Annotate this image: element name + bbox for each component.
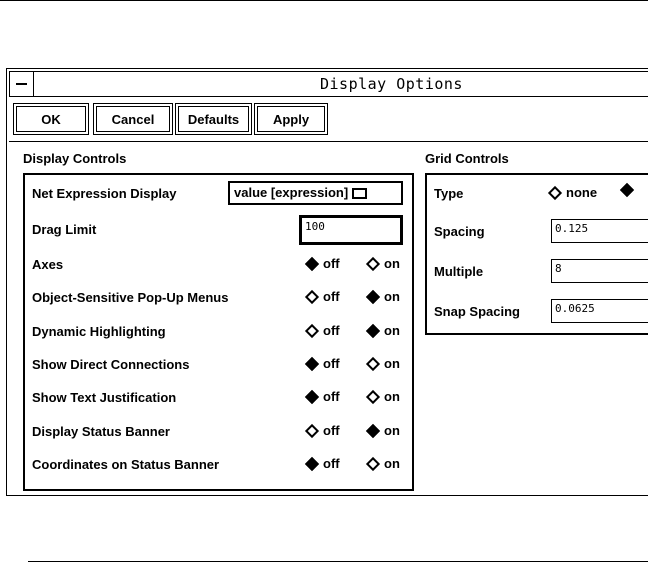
net-expression-value: value [expression] — [234, 185, 349, 200]
diamond-unselected-icon — [366, 356, 380, 370]
drag-limit-label: Drag Limit — [32, 222, 97, 237]
grid-spacing-row — [427, 217, 648, 247]
radio-on[interactable]: on — [365, 389, 400, 404]
display-toggle-label: Axes — [32, 257, 64, 272]
diamond-unselected-icon — [548, 185, 562, 199]
radio-off[interactable]: off — [304, 389, 340, 404]
display-options-window — [6, 68, 648, 496]
dropdown-indicator-icon — [352, 188, 367, 199]
display-toggle-row — [25, 250, 412, 280]
display-toggle-row — [25, 450, 412, 480]
diamond-selected-icon — [305, 356, 319, 370]
grid-multiple-row — [427, 257, 648, 287]
net-expression-dropdown[interactable] — [228, 181, 403, 205]
radio-on[interactable]: on — [365, 423, 400, 438]
snap-spacing-input[interactable]: 0.0625 — [551, 299, 648, 323]
display-toggle-row — [25, 317, 412, 347]
radio-off[interactable]: off — [304, 356, 340, 371]
radio-off[interactable]: off — [304, 256, 340, 271]
display-toggle-row — [25, 283, 412, 313]
window-menu-button[interactable] — [10, 72, 34, 96]
diamond-unselected-icon — [305, 289, 319, 303]
cancel-button[interactable]: Cancel — [93, 103, 173, 135]
diamond-selected-icon — [305, 389, 319, 403]
display-toggle-label: Show Direct Connections — [32, 357, 190, 372]
diamond-unselected-icon — [366, 389, 380, 403]
drag-limit-input[interactable]: 100 — [299, 215, 403, 245]
diamond-selected-icon — [305, 456, 319, 470]
display-toggle-row — [25, 350, 412, 380]
display-toggle-label: Object-Sensitive Pop-Up Menus — [32, 290, 229, 305]
grid-multiple-label: Multiple — [434, 264, 484, 279]
display-toggle-label: Coordinates on Status Banner — [32, 457, 220, 472]
button-row — [9, 101, 648, 139]
radio-off[interactable]: off — [304, 289, 340, 304]
drag-limit-row — [25, 215, 412, 245]
diamond-selected-icon — [620, 183, 634, 197]
display-controls-label: Display Controls — [23, 151, 127, 166]
snap-spacing-row — [427, 297, 648, 327]
net-expression-label: Net Expression Display — [32, 186, 177, 201]
diamond-unselected-icon — [305, 323, 319, 337]
display-toggle-label: Show Text Justification — [32, 390, 177, 405]
grid-multiple-input[interactable]: 8 — [551, 259, 648, 283]
grid-spacing-label: Spacing — [434, 224, 485, 239]
apply-button[interactable]: Apply — [254, 103, 328, 135]
grid-type-other-radio[interactable] — [619, 185, 635, 195]
diamond-selected-icon — [366, 423, 380, 437]
grid-controls-label: Grid Controls — [425, 151, 509, 166]
diamond-selected-icon — [366, 323, 380, 337]
radio-off[interactable]: off — [304, 456, 340, 471]
net-expression-row — [25, 179, 412, 209]
grid-controls-panel — [425, 173, 648, 335]
snap-spacing-label: Snap Spacing — [434, 304, 520, 319]
top-divider-line — [0, 0, 648, 1]
defaults-button[interactable]: Defaults — [175, 103, 252, 135]
radio-on[interactable]: on — [365, 323, 400, 338]
diamond-unselected-icon — [366, 456, 380, 470]
diamond-selected-icon — [366, 289, 380, 303]
diamond-unselected-icon — [366, 256, 380, 270]
radio-on[interactable]: on — [365, 256, 400, 271]
ok-button[interactable]: OK — [13, 103, 89, 135]
diamond-unselected-icon — [305, 423, 319, 437]
button-separator — [9, 141, 648, 142]
grid-type-none-radio[interactable]: none — [547, 185, 597, 200]
radio-off[interactable]: off — [304, 323, 340, 338]
title-bar[interactable] — [9, 71, 648, 97]
radio-on[interactable]: on — [365, 356, 400, 371]
display-toggle-row — [25, 417, 412, 447]
radio-on[interactable]: on — [365, 456, 400, 471]
radio-on[interactable]: on — [365, 289, 400, 304]
grid-type-label: Type — [434, 186, 464, 201]
display-toggle-row — [25, 383, 412, 413]
window-title: Display Options — [320, 75, 463, 93]
grid-spacing-input[interactable]: 0.125 — [551, 219, 648, 243]
display-toggle-label: Dynamic Highlighting — [32, 324, 166, 339]
diamond-selected-icon — [305, 256, 319, 270]
radio-off[interactable]: off — [304, 423, 340, 438]
display-toggle-label: Display Status Banner — [32, 424, 170, 439]
grid-type-row — [427, 179, 648, 209]
display-controls-panel — [23, 173, 414, 491]
